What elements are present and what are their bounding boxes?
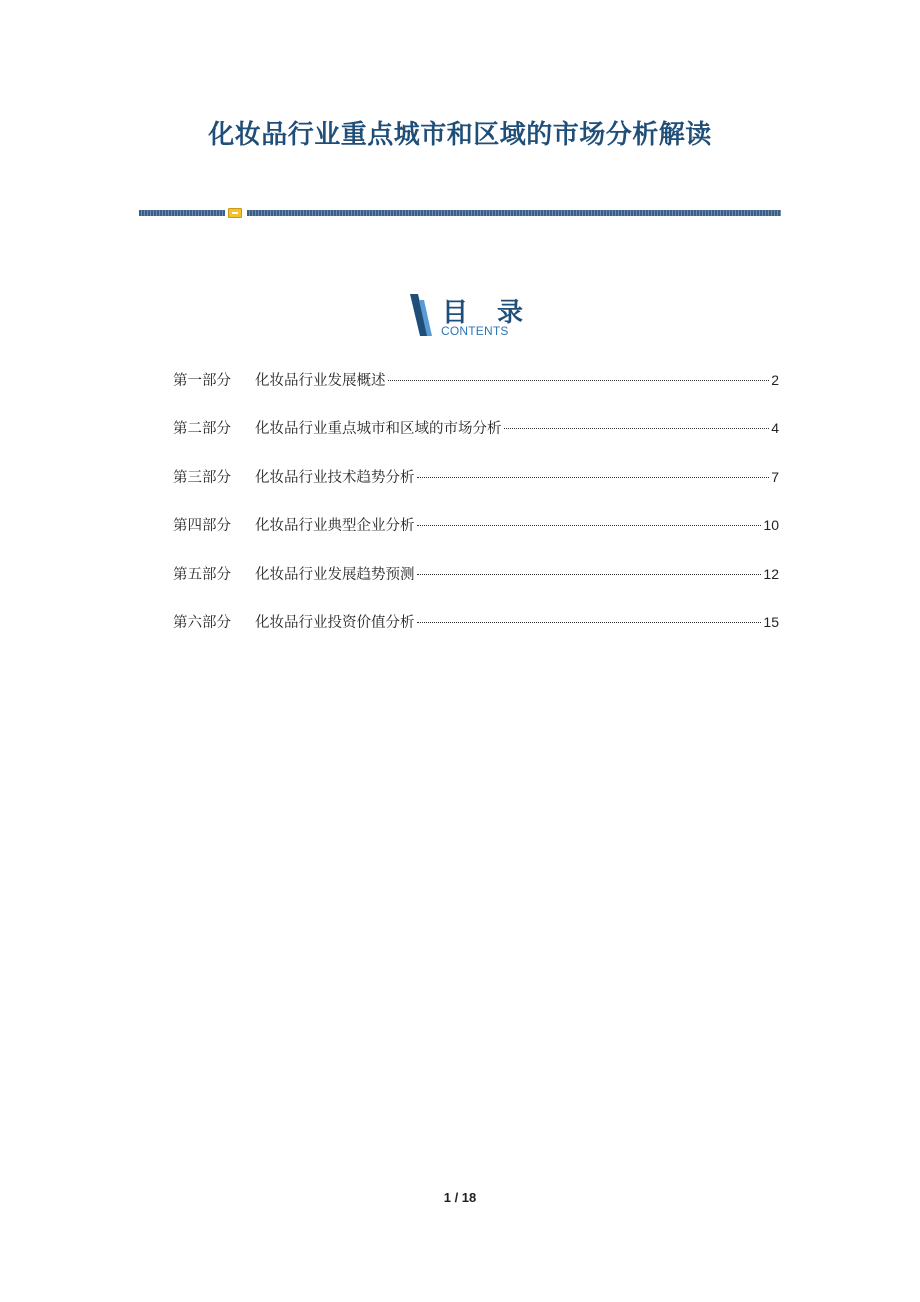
toc-entry-page: 7 xyxy=(771,468,779,485)
toc-entry-page: 15 xyxy=(763,613,779,630)
toc-entry-5[interactable] xyxy=(173,563,779,587)
toc-entry-title: 化妆品行业重点城市和区域的市场分析 xyxy=(255,421,502,438)
toc-header xyxy=(408,294,534,342)
toc-entry-part: 第六部分 xyxy=(173,614,231,631)
toc-entry-1[interactable] xyxy=(173,369,779,393)
divider-bar-right xyxy=(247,210,781,216)
toc-entry-part: 第二部分 xyxy=(173,421,231,438)
page-number: 1 / 18 xyxy=(443,1190,477,1205)
toc-list xyxy=(173,369,779,659)
toc-entry-2[interactable] xyxy=(173,417,779,441)
toc-entry-6[interactable] xyxy=(173,611,779,635)
toc-dot-leader xyxy=(417,525,762,526)
toc-dot-leader xyxy=(417,622,762,623)
toc-entry-title: 化妆品行业典型企业分析 xyxy=(255,518,415,535)
toc-dot-leader xyxy=(504,428,770,429)
toc-entry-3[interactable] xyxy=(173,466,779,490)
title-divider xyxy=(139,208,781,218)
toc-dot-leader xyxy=(417,574,762,575)
toc-entry-title: 化妆品行业发展概述 xyxy=(255,373,386,389)
book-icon xyxy=(228,208,242,218)
document-title: 化妆品行业重点城市和区域的市场分析解读 xyxy=(208,120,712,150)
toc-dot-leader xyxy=(388,380,770,381)
toc-entry-page: 10 xyxy=(763,517,779,534)
toc-entry-part: 第一部分 xyxy=(173,373,231,389)
toc-entry-page: 2 xyxy=(771,372,779,388)
toc-subheading: CONTENTS xyxy=(441,324,509,338)
toc-entry-part: 第四部分 xyxy=(173,518,231,535)
toc-heading: 目 录 xyxy=(442,298,534,328)
toc-entry-title: 化妆品行业投资价值分析 xyxy=(255,614,415,631)
toc-entry-page: 12 xyxy=(763,565,779,582)
slanted-stripes-icon xyxy=(408,294,438,338)
divider-bar-left xyxy=(139,210,225,216)
toc-entry-title: 化妆品行业发展趋势预测 xyxy=(255,566,415,583)
toc-entry-page: 4 xyxy=(771,420,779,437)
toc-entry-4[interactable] xyxy=(173,514,779,538)
toc-entry-part: 第三部分 xyxy=(173,469,231,486)
toc-dot-leader xyxy=(417,477,770,478)
toc-entry-title: 化妆品行业技术趋势分析 xyxy=(255,469,415,486)
toc-entry-part: 第五部分 xyxy=(173,566,231,583)
